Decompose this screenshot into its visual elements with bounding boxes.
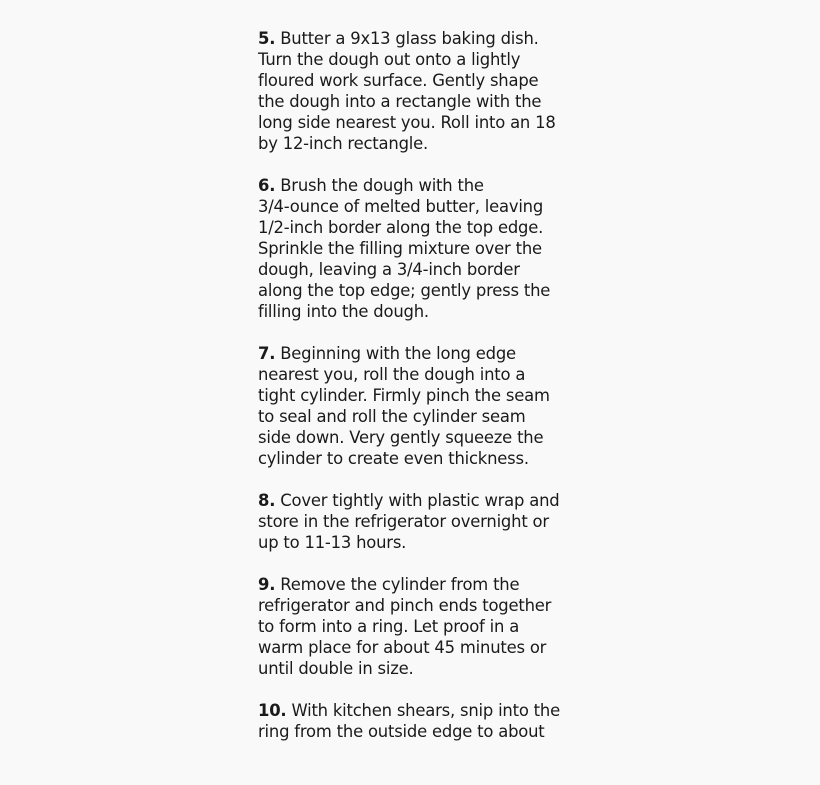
step-line: nearest you, roll the dough into a <box>258 365 526 384</box>
step-line: floured work surface. Gently shape <box>258 71 539 90</box>
step-number: 8. <box>258 491 276 510</box>
step-10 <box>258 700 568 742</box>
step-line: refrigerator and pinch ends together <box>258 596 552 615</box>
step-line: up to 11-13 hours. <box>258 533 407 552</box>
step-line: 1/2-inch border along the top edge. <box>258 218 544 237</box>
step-line: store in the refrigerator overnight or <box>258 512 549 531</box>
step-6 <box>258 175 568 322</box>
step-number: 9. <box>258 575 276 594</box>
step-line <box>258 343 568 364</box>
step-8 <box>258 490 568 553</box>
step-line: the dough into a rectangle with the <box>258 92 542 111</box>
recipe-steps <box>258 28 568 763</box>
step-line: until double in size. <box>258 659 414 678</box>
step-line: along the top edge; gently press the <box>258 281 551 300</box>
step-text: Beginning with the long edge <box>275 344 516 363</box>
step-5 <box>258 28 568 154</box>
step-line <box>258 490 568 511</box>
step-text: Butter a 9x13 glass baking dish. <box>275 29 539 48</box>
step-number: 7. <box>258 344 276 363</box>
step-line: to form into a ring. Let proof in a <box>258 617 520 636</box>
step-line: warm place for about 45 minutes or <box>258 638 547 657</box>
step-line: cylinder to create even thickness. <box>258 449 529 468</box>
step-line <box>258 28 568 49</box>
step-9 <box>258 574 568 679</box>
step-7 <box>258 343 568 469</box>
step-line: dough, leaving a 3/4-inch border <box>258 260 520 279</box>
step-line: Turn the dough out onto a lightly <box>258 50 521 69</box>
step-line: side down. Very gently squeeze the <box>258 428 544 447</box>
step-line: long side nearest you. Roll into an 18 <box>258 113 556 132</box>
step-number: 5. <box>258 29 276 48</box>
step-line: Sprinkle the filling mixture over the <box>258 239 542 258</box>
step-line: by 12-inch rectangle. <box>258 134 429 153</box>
step-line: ring from the outside edge to about <box>258 722 545 741</box>
step-line: tight cylinder. Firmly pinch the seam <box>258 386 550 405</box>
step-line: filling into the dough. <box>258 302 429 321</box>
step-text: Remove the cylinder from the <box>275 575 520 594</box>
step-line <box>258 700 568 721</box>
step-number: 10. <box>258 701 287 720</box>
step-line <box>258 574 568 595</box>
step-line: 3/4-ounce of melted butter, leaving <box>258 197 544 216</box>
step-line <box>258 175 568 196</box>
step-text: Cover tightly with plastic wrap and <box>275 491 560 510</box>
step-line: to seal and roll the cylinder seam <box>258 407 526 426</box>
step-number: 6. <box>258 176 276 195</box>
step-text: Brush the dough with the <box>275 176 484 195</box>
step-text: With kitchen shears, snip into the <box>286 701 560 720</box>
